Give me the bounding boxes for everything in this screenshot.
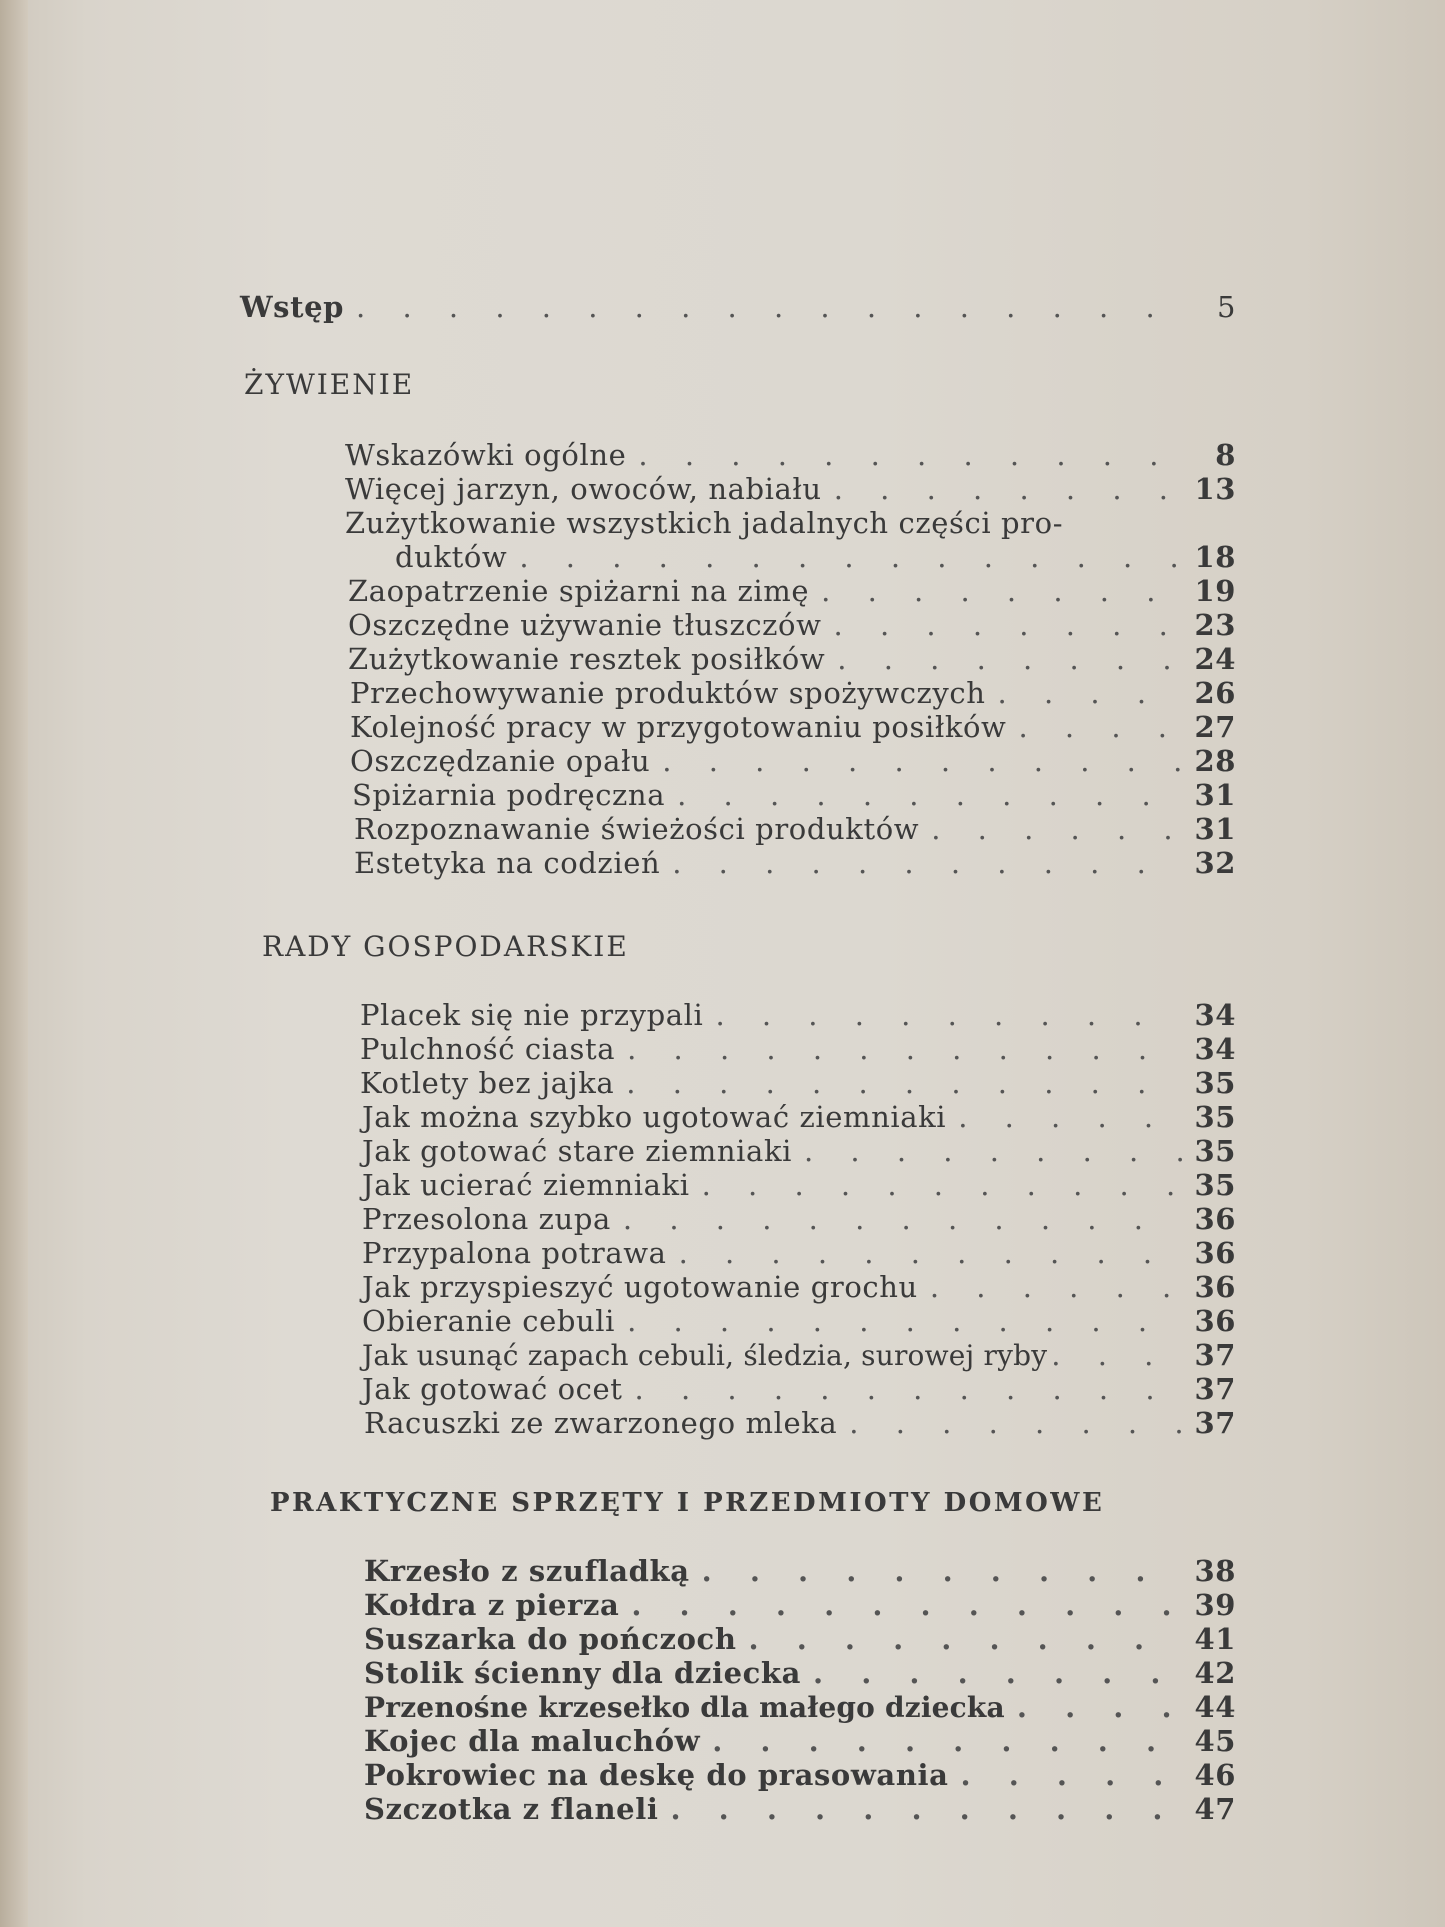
section-heading: PRAKTYCZNE SPRZĘTY I PRZEDMIOTY DOMOWE [270,1488,1105,1518]
toc-entry-title: Zużytkowanie resztek posiłków [348,642,826,676]
toc-page-number: 31 [1194,778,1236,812]
dot-leader [813,1656,1182,1690]
toc-entry-title: Jak gotować stare ziemniaki [362,1134,792,1168]
dot-leader [1051,1338,1190,1372]
dot-leader [662,744,1182,778]
toc-page-number: 31 [1194,812,1236,846]
toc-entry-title: Jak ucierać ziemniaki [362,1168,690,1202]
toc-page-number: 32 [1194,846,1236,880]
toc-page-number: 34 [1194,1032,1236,1066]
dot-leader [804,1134,1182,1168]
dot-leader [931,812,1182,846]
toc-entry-intro [240,290,1236,324]
toc-page-number: 46 [1194,1758,1236,1792]
dot-leader [519,540,1182,574]
dot-leader [627,1032,1182,1066]
toc-entry-title: Spiżarnia podręczna [352,778,666,812]
toc-page-number: 37 [1194,1406,1236,1440]
toc-page-number: 28 [1194,744,1236,778]
toc-entry [352,778,1236,812]
toc-entry [362,1236,1236,1270]
dot-leader [670,1792,1182,1826]
toc-page-number: 24 [1194,642,1236,676]
dot-leader [672,846,1182,880]
dot-leader [749,1622,1183,1656]
toc-entry-title: Oszczędne używanie tłuszczów [348,608,822,642]
toc-entry-title: Racuszki ze zwarzonego mleka [364,1406,838,1440]
toc-page-number: 36 [1194,1202,1236,1236]
toc-entry [360,1032,1236,1066]
dot-leader [356,290,1188,324]
dot-leader [821,574,1182,608]
toc-entry [350,676,1236,710]
toc-entry-title-continued: duktów [395,540,508,574]
dot-leader [849,1406,1182,1440]
toc-page-number: 5 [1216,290,1236,324]
toc-entry-title: Obieranie cebuli [362,1304,616,1338]
toc-entry [362,1168,1236,1202]
toc-entry [362,1372,1236,1406]
toc-page-number: 36 [1194,1270,1236,1304]
toc-entry-title: Jak przyspieszyć ugotowanie grochu [362,1270,918,1304]
dot-leader [638,438,1188,472]
dot-leader [677,778,1182,812]
toc-page-number: 18 [1194,540,1236,574]
toc-page-number: 35 [1194,1066,1236,1100]
toc-page-number: 37 [1194,1338,1236,1372]
toc-entry-title: Przenośne krzesełko dla małego dziecka [364,1691,1005,1724]
toc-entry [360,998,1236,1032]
dot-leader [961,1758,1183,1792]
section-heading: ŻYWIENIE [244,368,415,401]
dot-leader [631,1588,1182,1622]
dot-leader [834,472,1183,506]
toc-entry [354,846,1236,880]
toc-entry [350,744,1236,778]
dot-leader [712,1724,1182,1758]
toc-page-number: 19 [1194,574,1236,608]
toc-page-number: 27 [1194,710,1236,744]
toc-entry-title: Estetyka na codzień [354,846,661,880]
toc-page-number: 35 [1194,1100,1236,1134]
toc-entry [350,710,1236,744]
toc-page-number: 37 [1194,1372,1236,1406]
toc-entry-title: Jak można szybko ugotować ziemniaki [362,1100,947,1134]
toc-entry [364,1588,1236,1622]
toc-entry-title: Pokrowiec na deskę do prasowania [364,1758,949,1792]
dot-leader [623,1202,1183,1236]
dot-leader [930,1270,1183,1304]
dot-leader [626,1066,1182,1100]
toc-entry-title: Suszarka do pończoch [364,1622,737,1656]
toc-entry-title: Zaopatrzenie spiżarni na zimę [348,574,810,608]
toc-page-number: 45 [1194,1724,1236,1758]
toc-page-number: 47 [1194,1792,1236,1826]
toc-entry [362,1270,1236,1304]
toc-entry [364,1792,1236,1826]
section-heading: RADY GOSPODARSKIE [262,930,629,963]
toc-page-number: 35 [1194,1134,1236,1168]
toc-page-number: 41 [1194,1622,1236,1656]
toc-entry [364,1406,1236,1440]
toc-page-number: 23 [1194,608,1236,642]
toc-entry [345,472,1236,506]
dot-leader [715,998,1182,1032]
toc-entry-title: Więcej jarzyn, owoców, nabiału [345,472,822,506]
toc-entry-title: Krzesło z szufladką [364,1554,690,1588]
toc-entry [348,608,1236,642]
dot-leader [635,1372,1183,1406]
toc-page-number: 8 [1215,438,1236,472]
toc-entry-title: Pulchność ciasta [360,1032,616,1066]
toc-entry [348,574,1236,608]
toc-entry-title: Wskazówki ogólne [345,438,627,472]
toc-page-number: 36 [1194,1304,1236,1338]
toc-entry-title: Zużytkowanie wszystkich jadalnych części pro- [345,506,1064,540]
book-spine-shadow [0,0,28,1927]
dot-leader [958,1100,1182,1134]
toc-page-number: 42 [1194,1656,1236,1690]
toc-page-number: 13 [1194,472,1236,506]
toc-page-number: 26 [1194,676,1236,710]
toc-entry-title: Placek się nie przypali [360,998,704,1032]
toc-page-number: 39 [1194,1588,1236,1622]
toc-page-number: 34 [1194,998,1236,1032]
toc-entry-title: Przypalona potrawa [362,1236,667,1270]
toc-entry-title: Kołdra z pierza [364,1588,620,1622]
toc-entry [362,1134,1236,1168]
dot-leader [837,642,1182,676]
toc-page-number: 38 [1194,1554,1236,1588]
toc-entry-title: Wstęp [240,290,345,324]
toc-entry [360,1066,1236,1100]
toc-entry [364,1656,1236,1690]
toc-entry [348,642,1236,676]
dot-leader [702,1554,1183,1588]
toc-page-number: 35 [1194,1168,1236,1202]
toc-entry [362,1304,1236,1338]
toc-entry-title: Kotlety bez jajka [360,1066,615,1100]
toc-entry-title: Przechowywanie produktów spożywczych [350,676,986,710]
toc-entry [362,1100,1236,1134]
toc-entry-title: Oszczędzanie opału [350,744,651,778]
toc-entry-title: Kojec dla maluchów [364,1724,701,1758]
toc-entry-title: Kolejność pracy w przygotowaniu posiłków [350,710,1007,744]
toc-entry [395,540,1236,574]
toc-entry-title: Jak usunąć zapach cebuli, śledzia, surowej ryby [362,1339,1048,1372]
dot-leader [702,1168,1183,1202]
toc-page-number: 44 [1194,1690,1236,1724]
toc-entry-title: Rozpoznawanie świeżości produktów [354,812,920,846]
toc-entry-title: Stolik ścienny dla dziecka [364,1656,802,1690]
dot-leader [1018,710,1182,744]
dot-leader [627,1304,1182,1338]
toc-entry-title: Jak gotować ocet [362,1372,623,1406]
toc-entry [364,1554,1236,1588]
toc-page-number: 36 [1194,1236,1236,1270]
toc-entry-title: Przesolona zupa [362,1202,611,1236]
dot-leader [998,676,1183,710]
dot-leader [834,608,1183,642]
toc-entry-title: Szczotka z flaneli [364,1792,659,1826]
toc-entry [364,1724,1236,1758]
toc-entry [354,812,1236,846]
toc-entry [364,1622,1236,1656]
toc-entry [362,1338,1236,1372]
toc-entry [362,1202,1236,1236]
dot-leader [1017,1690,1183,1724]
toc-entry [364,1758,1236,1792]
dot-leader [679,1236,1183,1270]
toc-entry [364,1690,1236,1724]
toc-entry [345,438,1236,472]
